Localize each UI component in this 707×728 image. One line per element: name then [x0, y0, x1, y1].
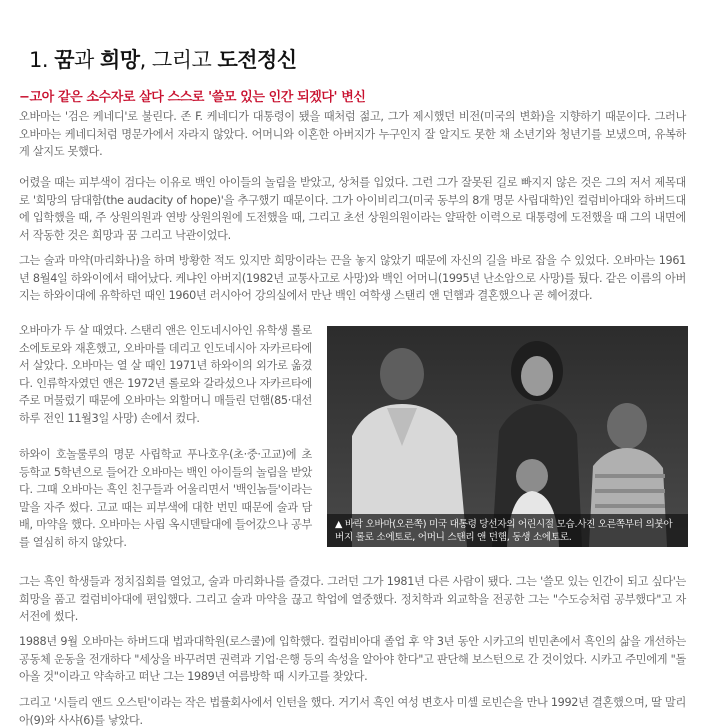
- paragraph-2: 어렸을 때는 피부색이 검다는 이유로 백인 아이들의 놀림을 받았고, 상처를 입었다. 그런 그가 잘못된 길로 빠지지 않은 것은 그의 저서 제목대로 '희망의 담대함(the audacity of hope)'을 추구했기 때문이다. 그가 아이비리그(미국 동부의 8개 명문 사립대학)인 컬럼비아대와 하버드대에 입학했을 때, 주 상원의원과 연방 상원의원에 도전했을 때, 그리고 초선 상원의원이라는 얄팍한 이력으로 대통령에 도전했을 때 그의 내면에서 작동한 것은 희망과 꿈 그리고 낙관이었다.: [19, 176, 686, 242]
- section-number: 1.: [29, 48, 49, 72]
- paragraph-5: 하와이 호놀룰루의 명문 사립학교 푸나호우(초·중·고교)에 초등학교 5학년으로 들어간 오바마는 백인 아이들의 놀림을 받았다. 그때 오바마는 흑인 친구들과 어울리면서 '백인놈들'이라는 말을 자주 썼다. 고교 때는 피부색에 대한 번민 때문에 술과 담배, 마약을 했다. 오바마는 사립 옥시덴탈대에 들어갔으나 공부를 열심히 하지 않았다.: [19, 448, 312, 549]
- title-part-hope: 희망: [100, 48, 140, 72]
- title-part-dream: 꿈: [54, 48, 75, 72]
- section-subtitle: −고아 같은 소수자로 살다 스스로 '쓸모 있는 인간 되겠다' 변신: [19, 90, 366, 105]
- paragraph-7: 1988년 9월 오바마는 하버드대 법과대학원(로스쿨)에 입학했다. 컬럼비아대 졸업 후 약 3년 동안 시카고의 빈민촌에서 흑인의 삶을 개선하는 공동체 운동을 전개하다 "세상을 바꾸려면 권력과 기업·은행 등의 속성을 알아야 한다"고 판단해 보스턴으로 간 것이었다. 시카고 주민에게 "돌아올 것"이라고 약속하고 떠난 그는 1989년 여름방학 때 시카고를 찾았다.: [19, 635, 686, 684]
- paragraph-3: 그는 술과 마약(마리화나)을 하며 방황한 적도 있지만 희망이라는 끈을 놓지 않았기 때문에 자신의 길을 바로 잡을 수 있었다. 오바마는 1961년 8월4일 하와이에서 태어났다. 케냐인 아버지(1982년 교통사고로 사망)와 백인 어머니(1995년 난소암으로 사망)를 뒀다. 같은 이름의 아버지는 하와이대에 유학하던 때인 1960년 러시아어 강의실에서 만난 백인 여학생 스탠리 앤 던햄과 결혼했으나 곧 헤어졌다.: [19, 254, 686, 303]
- title-part-and-then: , 그리고: [139, 48, 218, 72]
- title-part-challenge: 도전정신: [217, 48, 297, 72]
- paragraph-4: 오바마가 두 살 때였다. 스탠리 앤은 인도네시아인 유학생 롤로 소에토로와 재혼했고, 오바마를 데리고 인도네시아 자카르타에서 살았다. 오바마는 열 살 때인 1971년 하와이의 외가로 옮겼다. 인류학자였던 앤은 1972년 롤로와 갈라섰으나 자카르타에 주로 머물렀기 때문에 오바마는 외할머니 매들린 던햄(85·대선 하루 전인 11월3일 사망) 손에서 컸다.: [19, 324, 312, 425]
- section-title: [29, 44, 297, 74]
- family-photo: [327, 326, 688, 547]
- paragraph-6: 그는 흑인 학생들과 정치집회를 열었고, 술과 마리화나를 즐겼다. 그러던 그가 1981년 다른 사람이 됐다. 그는 '쓸모 있는 인간이 되고 싶다'는 희망을 품고 컬럼비아대에 편입했다. 그리고 술과 마약을 끊고 학업에 열중했다. 정치학과 외교학을 전공한 그는 "수도승처럼 공부했다"고 자서전에 썼다.: [19, 575, 686, 624]
- photo-caption: ▲ 바락 오바마(오른쪽) 미국 대통령 당선자의 어린시절 모습.사진 오른쪽부터 의붓아버지 롤로 소에토로, 어머니 스탠리 앤 던햄, 동생 소에토로.: [327, 514, 688, 547]
- title-part-and: 과: [74, 48, 100, 72]
- paragraph-1: 오바마는 '검은 케네디'로 불린다. 존 F. 케네디가 대통령이 됐을 때처럼 젊고, 그가 제시했던 비전(미국의 변화)을 지향하기 때문이다. 그러나 오바마는 케네디처럼 명문가에서 자라지 않았다. 어머니와 이혼한 아버지가 누구인지 잘 알지도 못한 채 소년기와 청년기를 보냈으며, 유복하게 살지도 못했다.: [19, 110, 686, 159]
- paragraph-8: 그리고 '시들리 앤드 오스틴'이라는 작은 법률회사에서 인턴을 했다. 거기서 흑인 여성 변호사 미셸 로빈슨을 만나 1992년 결혼했으며, 딸 말리아(9)와 사샤(6)를 낳았다.: [19, 696, 686, 727]
